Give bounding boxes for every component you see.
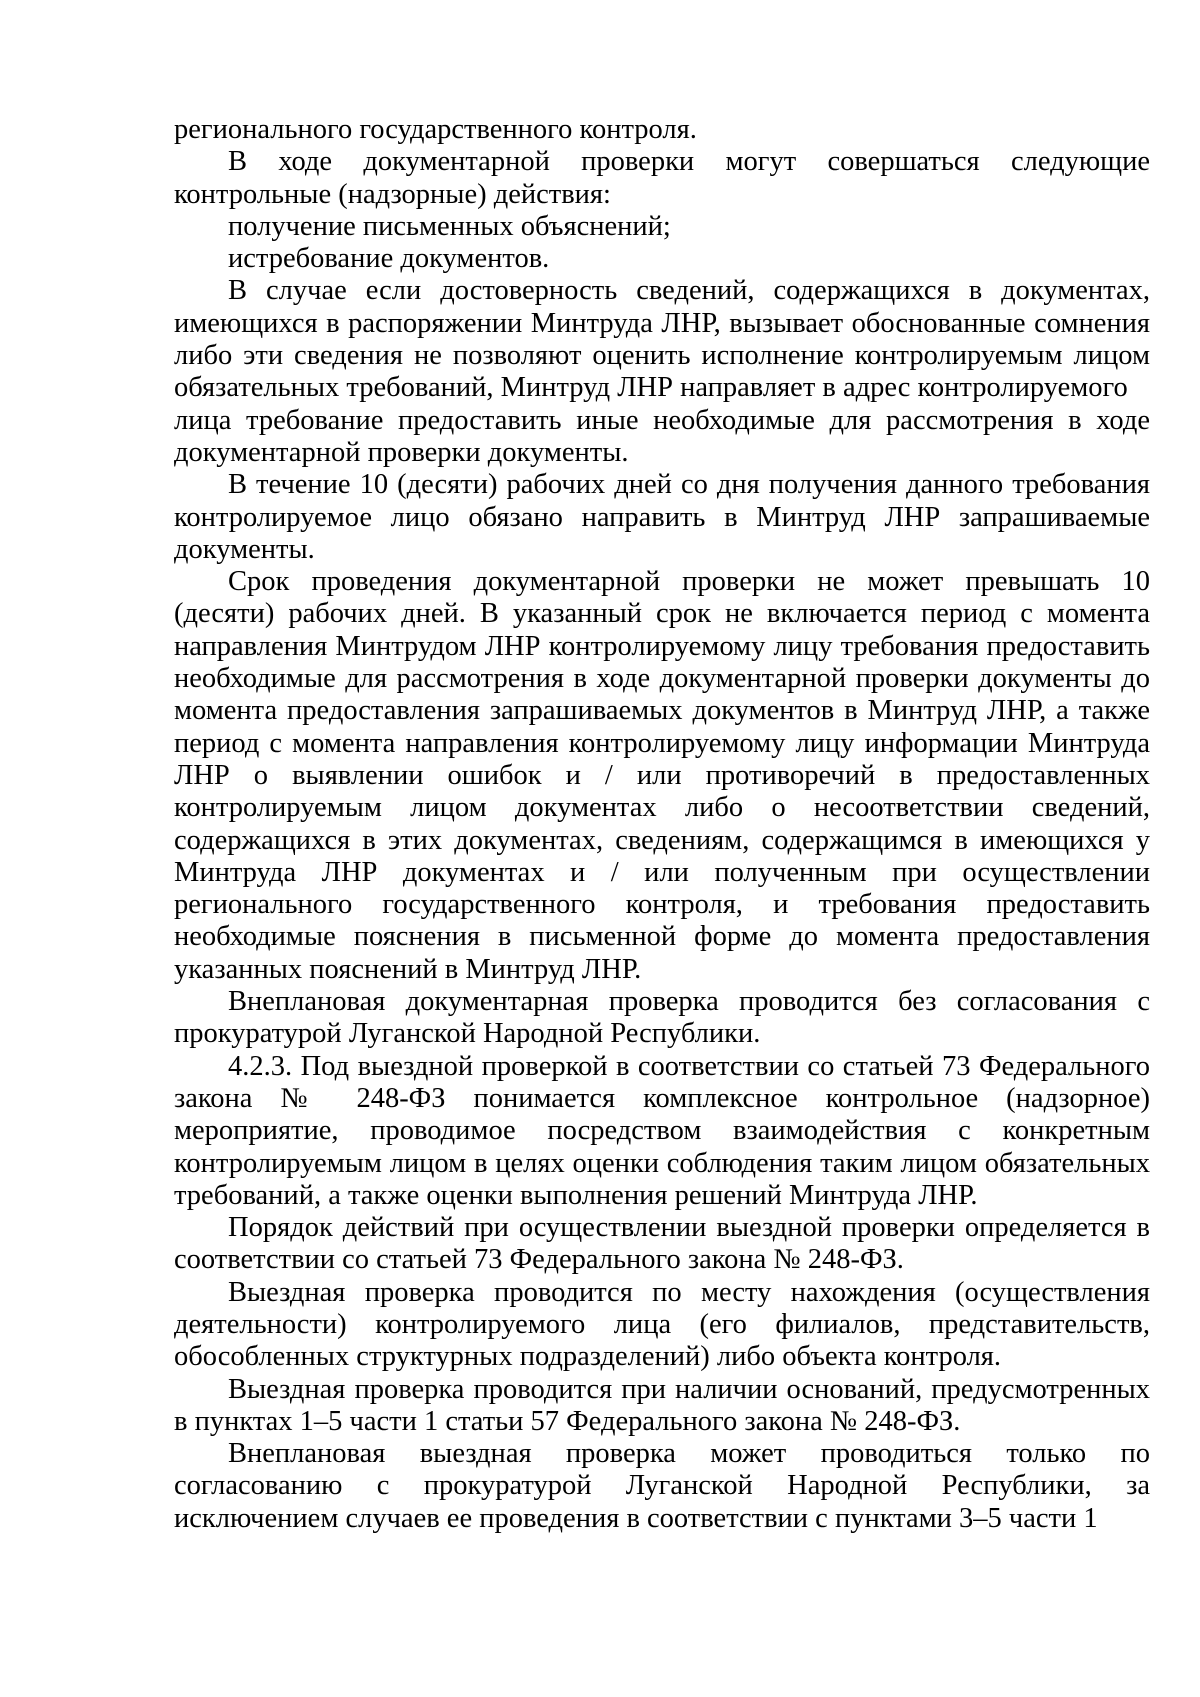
paragraph: В ходе документарной проверки могут совершаться следующие контрольные (надзорные) действия: [174, 146, 1150, 210]
paragraph: Выездная проверка проводится по месту нахождения (осуществления деятельности) контролируемого лица (его филиалов, представительств, обособленных структурных подразделений) либо объекта контроля. [174, 1276, 1150, 1373]
paragraph: Порядок действий при осуществлении выездной проверки определяется в соответствии со статьей 73 Федерального закона № 248-ФЗ. [174, 1212, 1150, 1276]
list-item-paragraph: получение письменных объяснений; [228, 210, 671, 242]
paragraph-continuation: регионального государственного контроля. [174, 114, 697, 145]
paragraph: В течение 10 (десяти) рабочих дней со дня получения данного требования контролируемое лицо обязано направить в Минтруд ЛНР запрашиваемые документы. [174, 469, 1150, 565]
paragraph: Внеплановая документарная проверка проводится без согласования с прокуратурой Луганской Народной Республики. [174, 986, 1150, 1050]
document-body [174, 114, 1150, 1535]
paragraph: Выездная проверка проводится при наличии оснований, предусмотренных в пунктах 1–5 части 1 статьи 57 Федерального закона № 248-ФЗ. [174, 1373, 1150, 1437]
list-item-paragraph: истребование документов. [228, 243, 550, 275]
paragraph: Внеплановая выездная проверка может проводиться только по согласованию с прокуратурой Луганской Народной Республики, за исключением случаев ее проведения в соответствии с пунктами 3–5 части 1 [174, 1438, 1150, 1534]
paragraph: Срок проведения документарной проверки не может превышать 10 (десяти) рабочих дней. В указанный срок не включается период с момента направления Минтрудом ЛНР контролируемому лицу требования предоставить необходимые для рассмотрения в ходе документарной проверки документы до момента предоставления запрашиваемых документов в Минтруд ЛНР, а также период с момента направления контролируемому лицу информации Минтруда ЛНР о выявлении ошибок и / или противоречий в предоставленных контролируемым лицом документах либо о несоответствии сведений, содержащихся в этих документах, сведениям, содержащимся в имеющихся у Минтруда ЛНР документах и / или полученным при осуществлении регионального государственного контроля, и требования предоставить необходимые пояснения в письменной форме до момента предоставления указанных пояснений в Минтруд ЛНР. [174, 566, 1150, 985]
paragraph: 4.2.3. Под выездной проверкой в соответствии со статьей 73 Федерального закона № 248-ФЗ понимается комплексное контрольное (надзорное) мероприятие, проводимое посредством взаимодействия с конкретным контролируемым лицом в целях оценки соблюдения таким лицом обязательных требований, а также оценки выполнения решений Минтруда ЛНР. [174, 1050, 1150, 1211]
paragraph: В случае если достоверность сведений, содержащихся в документах, имеющихся в распоряжении Минтруда ЛНР, вызывает обоснованные сомнения либо эти сведения не позволяют оценить исполнение контролируемым лицом обязательных требований, Минтруд ЛНР направляет в адрес контролируемого лица требование предоставить иные необходимые для рассмотрения в ходе документарной проверки документы. [174, 275, 1150, 468]
